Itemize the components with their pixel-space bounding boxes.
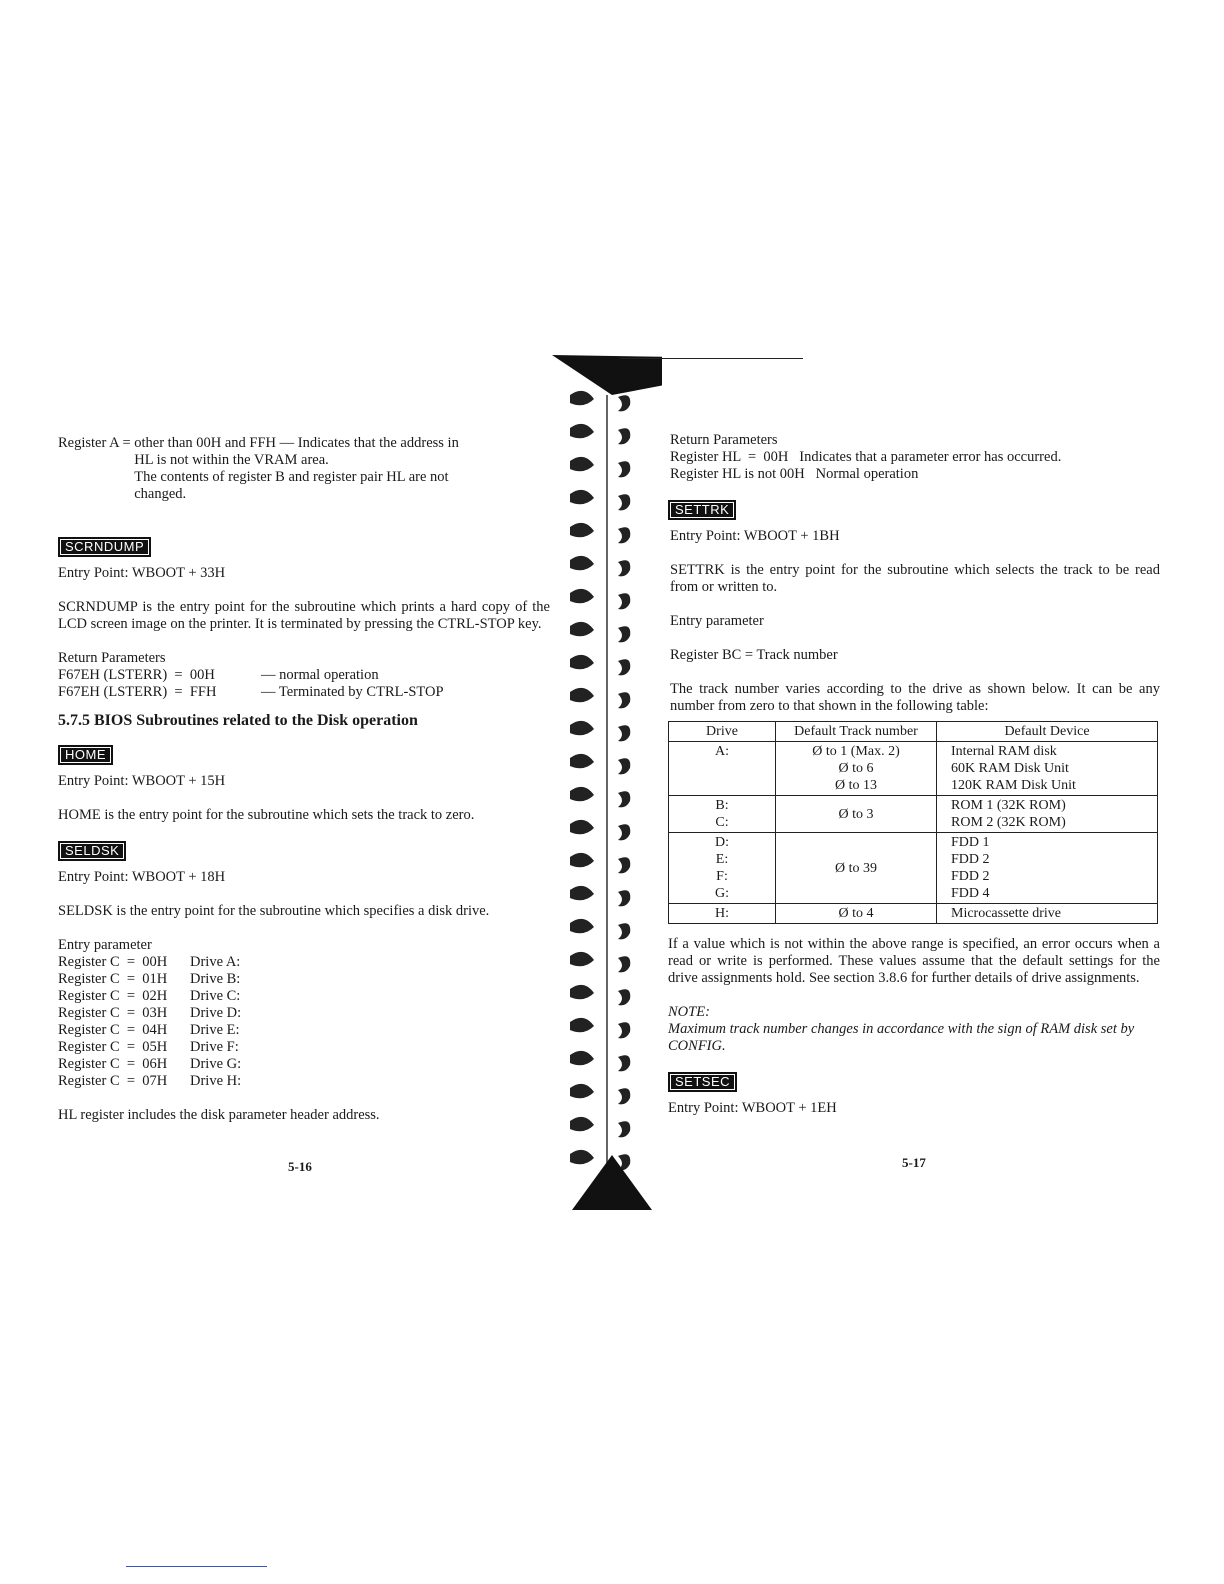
binding-coil-right <box>618 791 630 807</box>
table-row <box>669 904 1158 924</box>
binding-coil-right <box>618 857 630 873</box>
binding-coil-right <box>618 560 630 576</box>
binding-coil-left <box>570 952 594 966</box>
binding-coil-right <box>618 956 630 972</box>
settrk-badge: SETTRK <box>668 500 736 520</box>
binding-coil-left <box>570 886 594 900</box>
drive-cell: H: <box>669 904 776 924</box>
register-row: Register C = 00H Drive A: <box>58 954 241 970</box>
binding-coil-left <box>570 1117 594 1131</box>
binding-coil-left <box>570 1150 594 1164</box>
binding-coil-left <box>570 556 594 570</box>
register-a-line: HL is not within the VRAM area. <box>134 452 329 468</box>
drive-cell: D: E: F: G: <box>669 833 776 904</box>
seldsk-footer: HL register includes the disk parameter header address. <box>58 1107 380 1123</box>
device-cell: Internal RAM disk 60K RAM Disk Unit 120K RAM Disk Unit <box>937 742 1158 796</box>
table-row <box>669 833 1158 904</box>
scrndump-entry-point: Entry Point: WBOOT + 33H <box>58 565 226 581</box>
binding-coil-right <box>618 890 630 906</box>
register-a-block <box>58 435 550 503</box>
setsec-entry-point: Entry Point: WBOOT + 1EH <box>668 1100 837 1116</box>
column-header: Default Device <box>937 722 1158 742</box>
left-page <box>58 435 550 1124</box>
page-number-left: 5-16 <box>288 1159 312 1174</box>
register-row: Register C = 04H Drive E: <box>58 1022 240 1038</box>
binding-coil-right <box>618 428 630 444</box>
spiral-binding <box>552 355 662 1215</box>
seldsk-param-title: Entry parameter <box>58 937 152 953</box>
binding-coil-left <box>570 1018 594 1032</box>
binding-coil-left <box>570 688 594 702</box>
setsec-badge: SETSEC <box>668 1072 737 1092</box>
binding-coil-right <box>618 593 630 609</box>
register-row: Register C = 01H Drive B: <box>58 971 241 987</box>
seldsk-badge: SELDSK <box>58 841 126 861</box>
settrk-param-row: Register BC = Track number <box>670 647 838 663</box>
note-text: Maximum track number changes in accordance with the sign of RAM disk set by CONFIG. <box>668 1021 1135 1054</box>
binding-coil-left <box>570 985 594 999</box>
register-row: Register C = 03H Drive D: <box>58 1005 242 1021</box>
binding-coil-right <box>618 989 630 1005</box>
track-cell: Ø to 1 (Max. 2) Ø to 6 Ø to 13 <box>776 742 937 796</box>
binding-coil-left <box>570 721 594 735</box>
drive-cell: A: <box>669 742 776 796</box>
return-parameters-title: Return Parameters <box>670 432 778 448</box>
register-row: Register C = 07H Drive H: <box>58 1073 242 1089</box>
section-heading: 5.7.5 BIOS Subroutines related to the Disk operation <box>58 712 418 729</box>
scrndump-return-list <box>58 667 550 701</box>
binding-coil-right <box>618 494 630 510</box>
binding-coil-left <box>570 457 594 471</box>
binding-coil-right <box>618 395 630 411</box>
device-cell: FDD 1 FDD 2 FDD 2 FDD 4 <box>937 833 1158 904</box>
scrndump-badge: SCRNDUMP <box>58 537 151 557</box>
settrk-param-title: Entry parameter <box>670 613 764 629</box>
drive-cell: B: C: <box>669 796 776 833</box>
top-rule <box>620 358 803 359</box>
register-row: Register C = 06H Drive G: <box>58 1056 242 1072</box>
register-row: Register C = 02H Drive C: <box>58 988 241 1004</box>
seldsk-entry-point: Entry Point: WBOOT + 18H <box>58 869 226 885</box>
binding-coil-left <box>570 589 594 603</box>
binding-coil-right <box>618 923 630 939</box>
binding-coil-left <box>570 919 594 933</box>
binding-coil-right <box>618 626 630 642</box>
binding-coil-left <box>570 391 594 405</box>
track-cell: Ø to 39 <box>776 833 937 904</box>
binding-coil-left <box>570 1084 594 1098</box>
device-cell: ROM 1 (32K ROM) ROM 2 (32K ROM) <box>937 796 1158 833</box>
settrk-description: SETTRK is the entry point for the subroutine which selects the track to be read from or written to. <box>670 562 1160 595</box>
scrndump-description: SCRNDUMP is the entry point for the subroutine which prints a hard copy of the LCD screen image on the printer. It is terminated by pressing the CTRL-STOP key. <box>58 599 550 632</box>
binding-coil-left <box>570 424 594 438</box>
home-description: HOME is the entry point for the subroutine which sets the track to zero. <box>58 807 475 823</box>
column-header: Drive <box>669 722 776 742</box>
note-title: NOTE: <box>668 1004 710 1020</box>
track-table <box>668 721 1158 924</box>
device-cell: Microcassette drive <box>937 904 1158 924</box>
home-badge: HOME <box>58 745 113 765</box>
binding-coil-right <box>618 692 630 708</box>
register-a-label: Register A = <box>58 435 135 451</box>
binding-coil-right <box>618 1055 630 1071</box>
return-row: Register HL is not 00H Normal operation <box>670 466 919 482</box>
binding-coil-left <box>570 853 594 867</box>
binding-coil-left <box>570 622 594 636</box>
binding-coil-right <box>618 824 630 840</box>
register-row: Register C = 05H Drive F: <box>58 1039 239 1055</box>
return-row: F67EH (LSTERR) = FFH — Terminated by CTRL-STOP <box>58 684 444 700</box>
track-cell: Ø to 4 <box>776 904 937 924</box>
binding-coil-left <box>570 523 594 537</box>
binding-coil-left <box>570 787 594 801</box>
page-number-right: 5-17 <box>902 1155 926 1170</box>
binding-coil-left <box>570 490 594 504</box>
binding-coil-right <box>618 1121 630 1137</box>
settrk-entry-point: Entry Point: WBOOT + 1BH <box>670 528 840 544</box>
bottom-rule <box>126 1566 267 1567</box>
table-header-row <box>669 722 1158 742</box>
settrk-intro: The track number varies according to the drive as shown below. It can be any number from zero to that shown in the following table: <box>670 681 1160 714</box>
home-entry-point: Entry Point: WBOOT + 15H <box>58 773 226 789</box>
seldsk-description: SELDSK is the entry point for the subroutine which specifies a disk drive. <box>58 903 490 919</box>
seldsk-register-list <box>58 954 550 1090</box>
binding-coil-left <box>570 754 594 768</box>
binding-coil-right <box>618 1022 630 1038</box>
binding-coil-left <box>570 820 594 834</box>
binding-coil-right <box>618 758 630 774</box>
table-row <box>669 742 1158 796</box>
binding-coil-right <box>618 659 630 675</box>
binding-coil-right <box>618 1088 630 1104</box>
track-cell: Ø to 3 <box>776 796 937 833</box>
binding-coil-left <box>570 1051 594 1065</box>
return-row: F67EH (LSTERR) = 00H — normal operation <box>58 667 379 683</box>
register-a-line: changed. <box>134 486 187 502</box>
register-a-line: other than 00H and FFH — Indicates that the address in <box>134 435 459 451</box>
register-a-line: The contents of register B and register pair HL are not <box>134 469 449 485</box>
return-row: Register HL = 00H Indicates that a parameter error has occurred. <box>670 449 1062 465</box>
column-header: Default Track number <box>776 722 937 742</box>
binding-coil-right <box>618 725 630 741</box>
scrndump-return-title: Return Parameters <box>58 650 166 666</box>
binding-coil-right <box>618 527 630 543</box>
table-row <box>669 796 1158 833</box>
after-table-text: If a value which is not within the above range is specified, an error occurs when a read or write is performed. These values assume that the default settings for the drive assignments hold. See section 3.8.6 for further details of drive assignments. <box>668 936 1160 986</box>
right-page <box>668 432 1160 1117</box>
binding-coil-right <box>618 461 630 477</box>
binding-coil-left <box>570 655 594 669</box>
